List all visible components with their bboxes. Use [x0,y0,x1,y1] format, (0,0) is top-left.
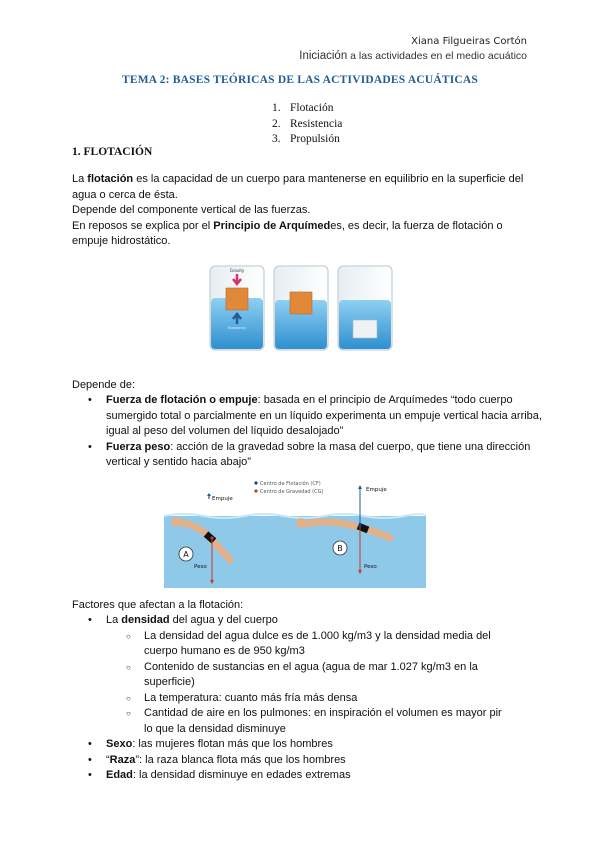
text: es la capacidad de un cuerpo para mantenerse en equilibrio en la superficie del agua o cerca de ésta. [72,173,524,201]
table-of-contents [272,101,342,148]
orange-block [226,288,248,310]
course-subtitle [299,50,527,62]
floating-bodies-figure [164,476,426,588]
text: La [72,173,88,185]
legend-cf: Centro de Flotación (CF) [260,481,321,487]
term-flotacion: flotación [87,173,134,185]
page-title: TEMA 2: BASES TEÓRICAS DE LAS ACTIVIDADES ACUÁTICAS [121,74,479,86]
toc-label: Resistencia [290,117,343,130]
list-item [72,393,542,440]
text: del agua y del cuerpo [169,614,278,626]
text: es, es decir, la fuerza de flotación o empuje hidrostático. [72,219,503,247]
text: En reposos se explica por el [72,219,214,232]
factors-title: Factores que afectan a la flotación: [72,599,244,611]
empuje-label-b: Empuje [366,487,387,493]
term: Edad [106,769,133,781]
author-name: Xiana Filgueiras Cortón [411,36,527,47]
sub-item: ○ Contenido de sustancias en el agua (agua de mar 1.027 kg/m3 en la superficie) [72,660,512,691]
term-arquimedes: Principio de Arquímed [213,219,331,232]
cf-dot-icon [254,481,257,484]
gravity-label: Gravity [229,268,245,273]
marker-a: A [183,550,189,559]
intro-line-3 [72,219,532,250]
toc-label: Propulsión [290,133,340,145]
depends-title: Depende de: [72,379,135,391]
cg-dot-icon [254,489,257,492]
toc-item [272,117,342,133]
peso-label-a: Peso [194,564,207,570]
text: La [106,614,122,626]
intro-paragraph [72,172,532,250]
subtitle-rest: a las actividades en el medio acuático [347,50,527,62]
list-item [72,768,542,784]
term: Sexo [106,738,133,750]
list-item [72,440,542,471]
toc-num: 3. [272,133,281,145]
intro-line-2: Depende del componente vertical de las fuerzas. [72,204,311,216]
toc-num: 1. [272,102,281,114]
text: “ [106,753,110,766]
legend-cg: Centro de Gravedad (CG) [260,489,324,495]
toc-item [272,132,342,148]
marker-b: B [337,544,343,553]
toc-num: 2. [272,117,281,130]
list-item [72,737,542,753]
list-item [72,753,542,769]
toc-label: Flotación [290,102,334,114]
text: : basada en el principio de Arquímedes “todo cuerpo sumergido total o parcialmente en un líquido experimenta un empuje vertical hacia arriba, igual al peso del volumen del líquido desalojado” [106,394,542,437]
orange-block [290,292,312,314]
sub-item: ○ La temperatura: cuanto más fría más densa [72,691,512,707]
depends-list [72,393,542,471]
term: Raza [109,753,136,766]
water [164,516,426,588]
text: ”: la raza blanca flota más que los hombres [135,753,346,766]
text: : las mujeres flotan más que los hombres [132,738,333,750]
peso-label-b: Peso [364,564,377,570]
term: Fuerza peso [106,440,171,453]
beaker-1 [210,266,264,350]
term: Fuerza de flotación o empuje [106,394,258,406]
term: densidad [121,614,170,626]
toc-item [272,101,342,117]
white-block [353,320,377,338]
factors-list [72,613,542,784]
text: : la densidad disminuye en edades extremas [132,769,351,781]
empuje-label-a: Empuje [212,496,233,502]
beaker-3 [338,266,392,350]
beaker-2 [274,266,328,350]
sub-item: ○ La densidad del agua dulce es de 1.000 kg/m3 y la densidad media del cuerpo humano es de 950 kg/m3 [72,629,512,660]
sub-item: ○ Cantidad de aire en los pulmones: en inspiración el volumen es mayor pir lo que la densidad disminuye [72,706,512,737]
list-item-density [72,613,542,629]
subtitle-prefix: Iniciación [299,50,348,62]
intro-line-1 [72,172,532,203]
text: : acción de la gravedad sobre la masa del cuerpo, que tiene una dirección vertical y sentido hacia abajo” [106,440,531,468]
section-heading: 1. FLOTACIÓN [72,146,153,158]
beakers-figure [208,262,398,362]
buoyancy-label: Buoyancy [228,326,246,330]
